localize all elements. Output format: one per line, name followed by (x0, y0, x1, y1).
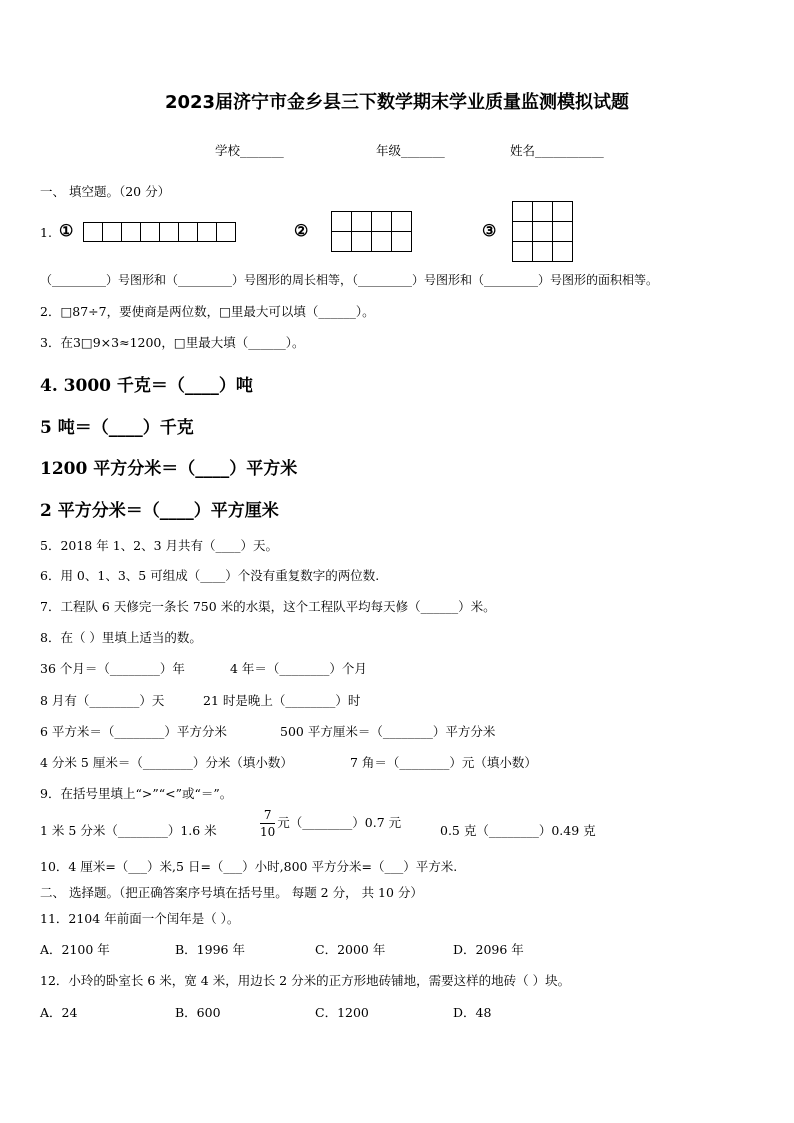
q8-h: 7 角＝（________）元（填小数） (350, 755, 537, 770)
q8-e: 6 平方米＝（________）平方分米 (40, 724, 227, 739)
q8-g: 4 分米 5 厘米＝（________）分米（填小数） (40, 755, 293, 770)
q12-option-b: B．600 (175, 1005, 221, 1020)
q4-line-3: 1200 平方分米＝（____）平方米 (40, 459, 298, 479)
q9-b (258, 807, 401, 840)
q12-option-d: D．48 (453, 1005, 492, 1020)
q12-option-a: A．24 (40, 1005, 78, 1020)
q9-b-text: 元（________）0.7 元 (277, 815, 402, 830)
figure-1-marker: ① (59, 221, 74, 240)
q11-option-c: C．2000 年 (315, 942, 386, 957)
section-choice-heading: 二、 选择题。（把正确答案序号填在括号里。 每题 2 分， 共 10 分） (40, 885, 423, 900)
grade-field: 年级_______ (376, 143, 445, 158)
q5-text: 5．2018 年 1、2、3 月共有（____）天。 (40, 538, 279, 553)
name-field: 姓名___________ (510, 143, 604, 158)
q11-option-b: B．1996 年 (175, 942, 245, 957)
q8-stem: 8．在（ ）里填上适当的数。 (40, 630, 202, 645)
q11-option-a: A．2100 年 (40, 942, 110, 957)
page-title: 2023届济宁市金乡县三下数学期末学业质量监测模拟试题 (164, 92, 630, 113)
q3-text: 3．在3□9×3≈1200，□里最大填（______）。 (40, 335, 305, 350)
q7-text: 7．工程队 6 天修完一条长 750 米的水渠，这个工程队平均每天修（______）米。 (40, 599, 496, 614)
fraction-numerator: 7 (260, 807, 275, 824)
q12-option-c: C．1200 (315, 1005, 369, 1020)
figure-1-grid (83, 222, 236, 242)
fraction (260, 807, 275, 840)
school-field: 学校_______ (215, 143, 284, 158)
fraction-denominator: 10 (260, 825, 276, 839)
q8-d: 21 时是晚上（________）时 (203, 693, 361, 708)
q4-line-4: 2 平方分米＝（____）平方厘米 (40, 501, 279, 521)
figure-2-grid (331, 211, 412, 252)
section-fill-blank-heading: 一、 填空题。（20 分） (40, 184, 171, 199)
q8-f: 500 平方厘米＝（________）平方分米 (280, 724, 496, 739)
q12-stem: 12．小玲的卧室长 6 米，宽 4 米，用边长 2 分米的正方形地砖铺地，需要这样的地砖（ ）块。 (40, 973, 571, 988)
figure-2-marker: ② (294, 221, 309, 240)
q2-text: 2．□87÷7，要使商是两位数，□里最大可以填（______）。 (40, 304, 375, 319)
q9-c: 0.5 克（________）0.49 克 (440, 823, 596, 838)
q9-a: 1 米 5 分米（________）1.6 米 (40, 823, 217, 838)
q1-number: 1. (40, 225, 52, 240)
q1-text: （_________）号图形和（_________）号图形的周长相等，（_________）号图形和（_________）号图形的面积相等。 (40, 273, 659, 287)
q8-b: 4 年＝（________）个月 (230, 661, 367, 676)
q8-a: 36 个月＝（________）年 (40, 661, 185, 676)
q10-text: 10．4 厘米=（___）米,5 日=（___）小时,800 平方分米=（___）平方米. (40, 859, 458, 874)
q4-line-1: 4. 3000 千克＝（____）吨 (40, 376, 253, 396)
q11-stem: 11．2104 年前面一个闰年是（ ）。 (40, 911, 240, 926)
figure-3-marker: ③ (482, 221, 497, 240)
q9-stem: 9．在括号里填上“>”“<”或“＝”。 (40, 786, 233, 801)
q6-text: 6．用 0、1、3、5 可组成（____）个没有重复数字的两位数. (40, 568, 380, 583)
q11-option-d: D．2096 年 (453, 942, 524, 957)
q8-c: 8 月有（________）天 (40, 693, 165, 708)
figure-3-grid (512, 201, 573, 262)
q4-line-2: 5 吨＝（____）千克 (40, 418, 194, 438)
